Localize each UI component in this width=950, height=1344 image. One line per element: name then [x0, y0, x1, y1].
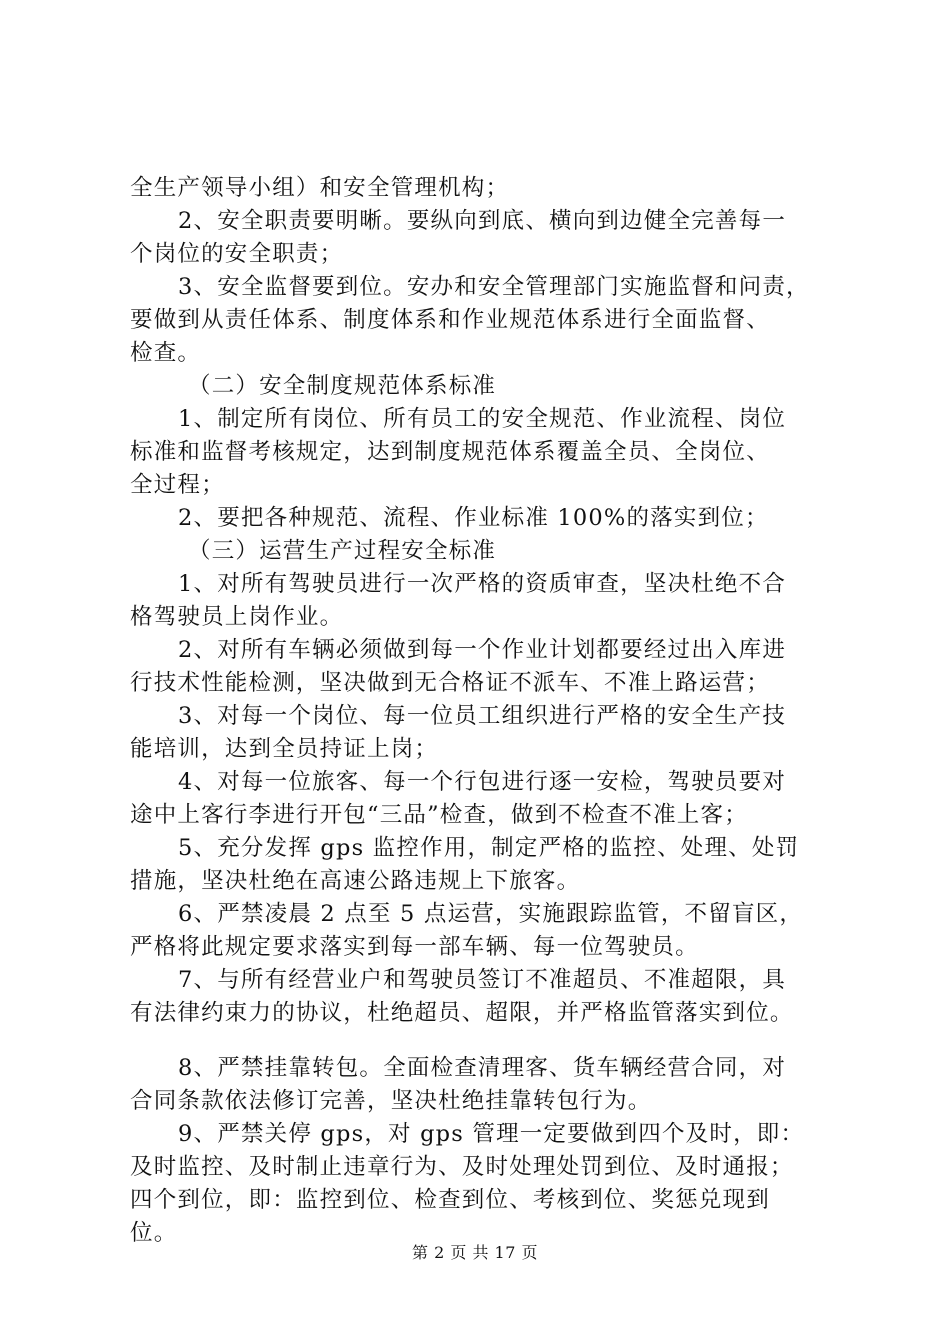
text-line: 6、严禁凌晨 2 点至 5 点运营，实施跟踪监管，不留盲区，	[178, 901, 804, 927]
text-line: 行技术性能检测，坚决做到无合格证不派车、不准上路运营；	[130, 670, 770, 696]
text-line: 8、严禁挂靠转包。全面检查清理客、货车辆经营合同，对	[178, 1055, 787, 1081]
text-line: 要做到从责任体系、制度体系和作业规范体系进行全面监督、	[130, 307, 770, 333]
text-line: 措施，坚决杜绝在高速公路违规上下旅客。	[130, 868, 581, 894]
text-line: 9、严禁关停 gps，对 gps 管理一定要做到四个及时，即：	[178, 1121, 805, 1147]
text-line: 2、对所有车辆必须做到每一个作业计划都要经过出入库进	[178, 637, 787, 663]
text-line: 四个到位，即：监控到位、检查到位、考核到位、奖惩兑现到	[130, 1187, 770, 1213]
document-body	[130, 172, 850, 1250]
text-line: 3、对每一个岗位、每一位员工组织进行严格的安全生产技	[178, 703, 787, 729]
page-number-footer: 第 2 页 共 17 页	[412, 1243, 538, 1262]
text-line: 位。	[130, 1220, 178, 1246]
text-line: 格驾驶员上岗作业。	[130, 604, 344, 630]
text-line: 途中上客行李进行开包“三品”检查，做到不检查不准上客；	[130, 802, 748, 828]
text-line: 检查。	[130, 340, 202, 366]
text-line: 全过程；	[130, 472, 225, 498]
text-line: 4、对每一位旅客、每一个行包进行逐一安检，驾驶员要对	[178, 769, 787, 795]
text-line: 3、安全监督要到位。安办和安全管理部门实施监督和问责，	[178, 274, 810, 300]
text-line: 2、安全职责要明晰。要纵向到底、横向到边健全完善每一	[178, 208, 787, 234]
text-line: 5、充分发挥 gps 监控作用，制定严格的监控、处理、处罚	[178, 835, 800, 861]
text-line: 严格将此规定要求落实到每一部车辆、每一位驾驶员。	[130, 934, 699, 960]
text-line: 1、对所有驾驶员进行一次严格的资质审查，坚决杜绝不合	[178, 571, 787, 597]
text-line: 标准和监督考核规定，达到制度规范体系覆盖全员、全岗位、	[130, 439, 770, 465]
text-line: 个岗位的安全职责；	[130, 241, 344, 267]
text-line: 能培训，达到全员持证上岗；	[130, 736, 439, 762]
text-line: 7、与所有经营业户和驾驶员签订不准超员、不准超限，具	[178, 967, 787, 993]
text-line: 及时监控、及时制止违章行为、及时处理处罚到位、及时通报；	[130, 1154, 794, 1180]
text-line: 有法律约束力的协议，杜绝超员、超限，并严格监管落实到位。	[130, 1000, 794, 1026]
text-line: 1、制定所有岗位、所有员工的安全规范、作业流程、岗位	[178, 406, 787, 432]
text-line: 合同条款依法修订完善，坚决杜绝挂靠转包行为。	[130, 1088, 652, 1114]
section-heading: （二）安全制度规范体系标准	[188, 373, 497, 399]
text-line: 2、要把各种规范、流程、作业标准 100%的落实到位；	[178, 505, 769, 531]
paragraph-gap	[130, 1030, 850, 1052]
section-heading: （三）运营生产过程安全标准	[188, 538, 497, 564]
text-line: 全生产领导小组）和安全管理机构；	[130, 175, 510, 201]
